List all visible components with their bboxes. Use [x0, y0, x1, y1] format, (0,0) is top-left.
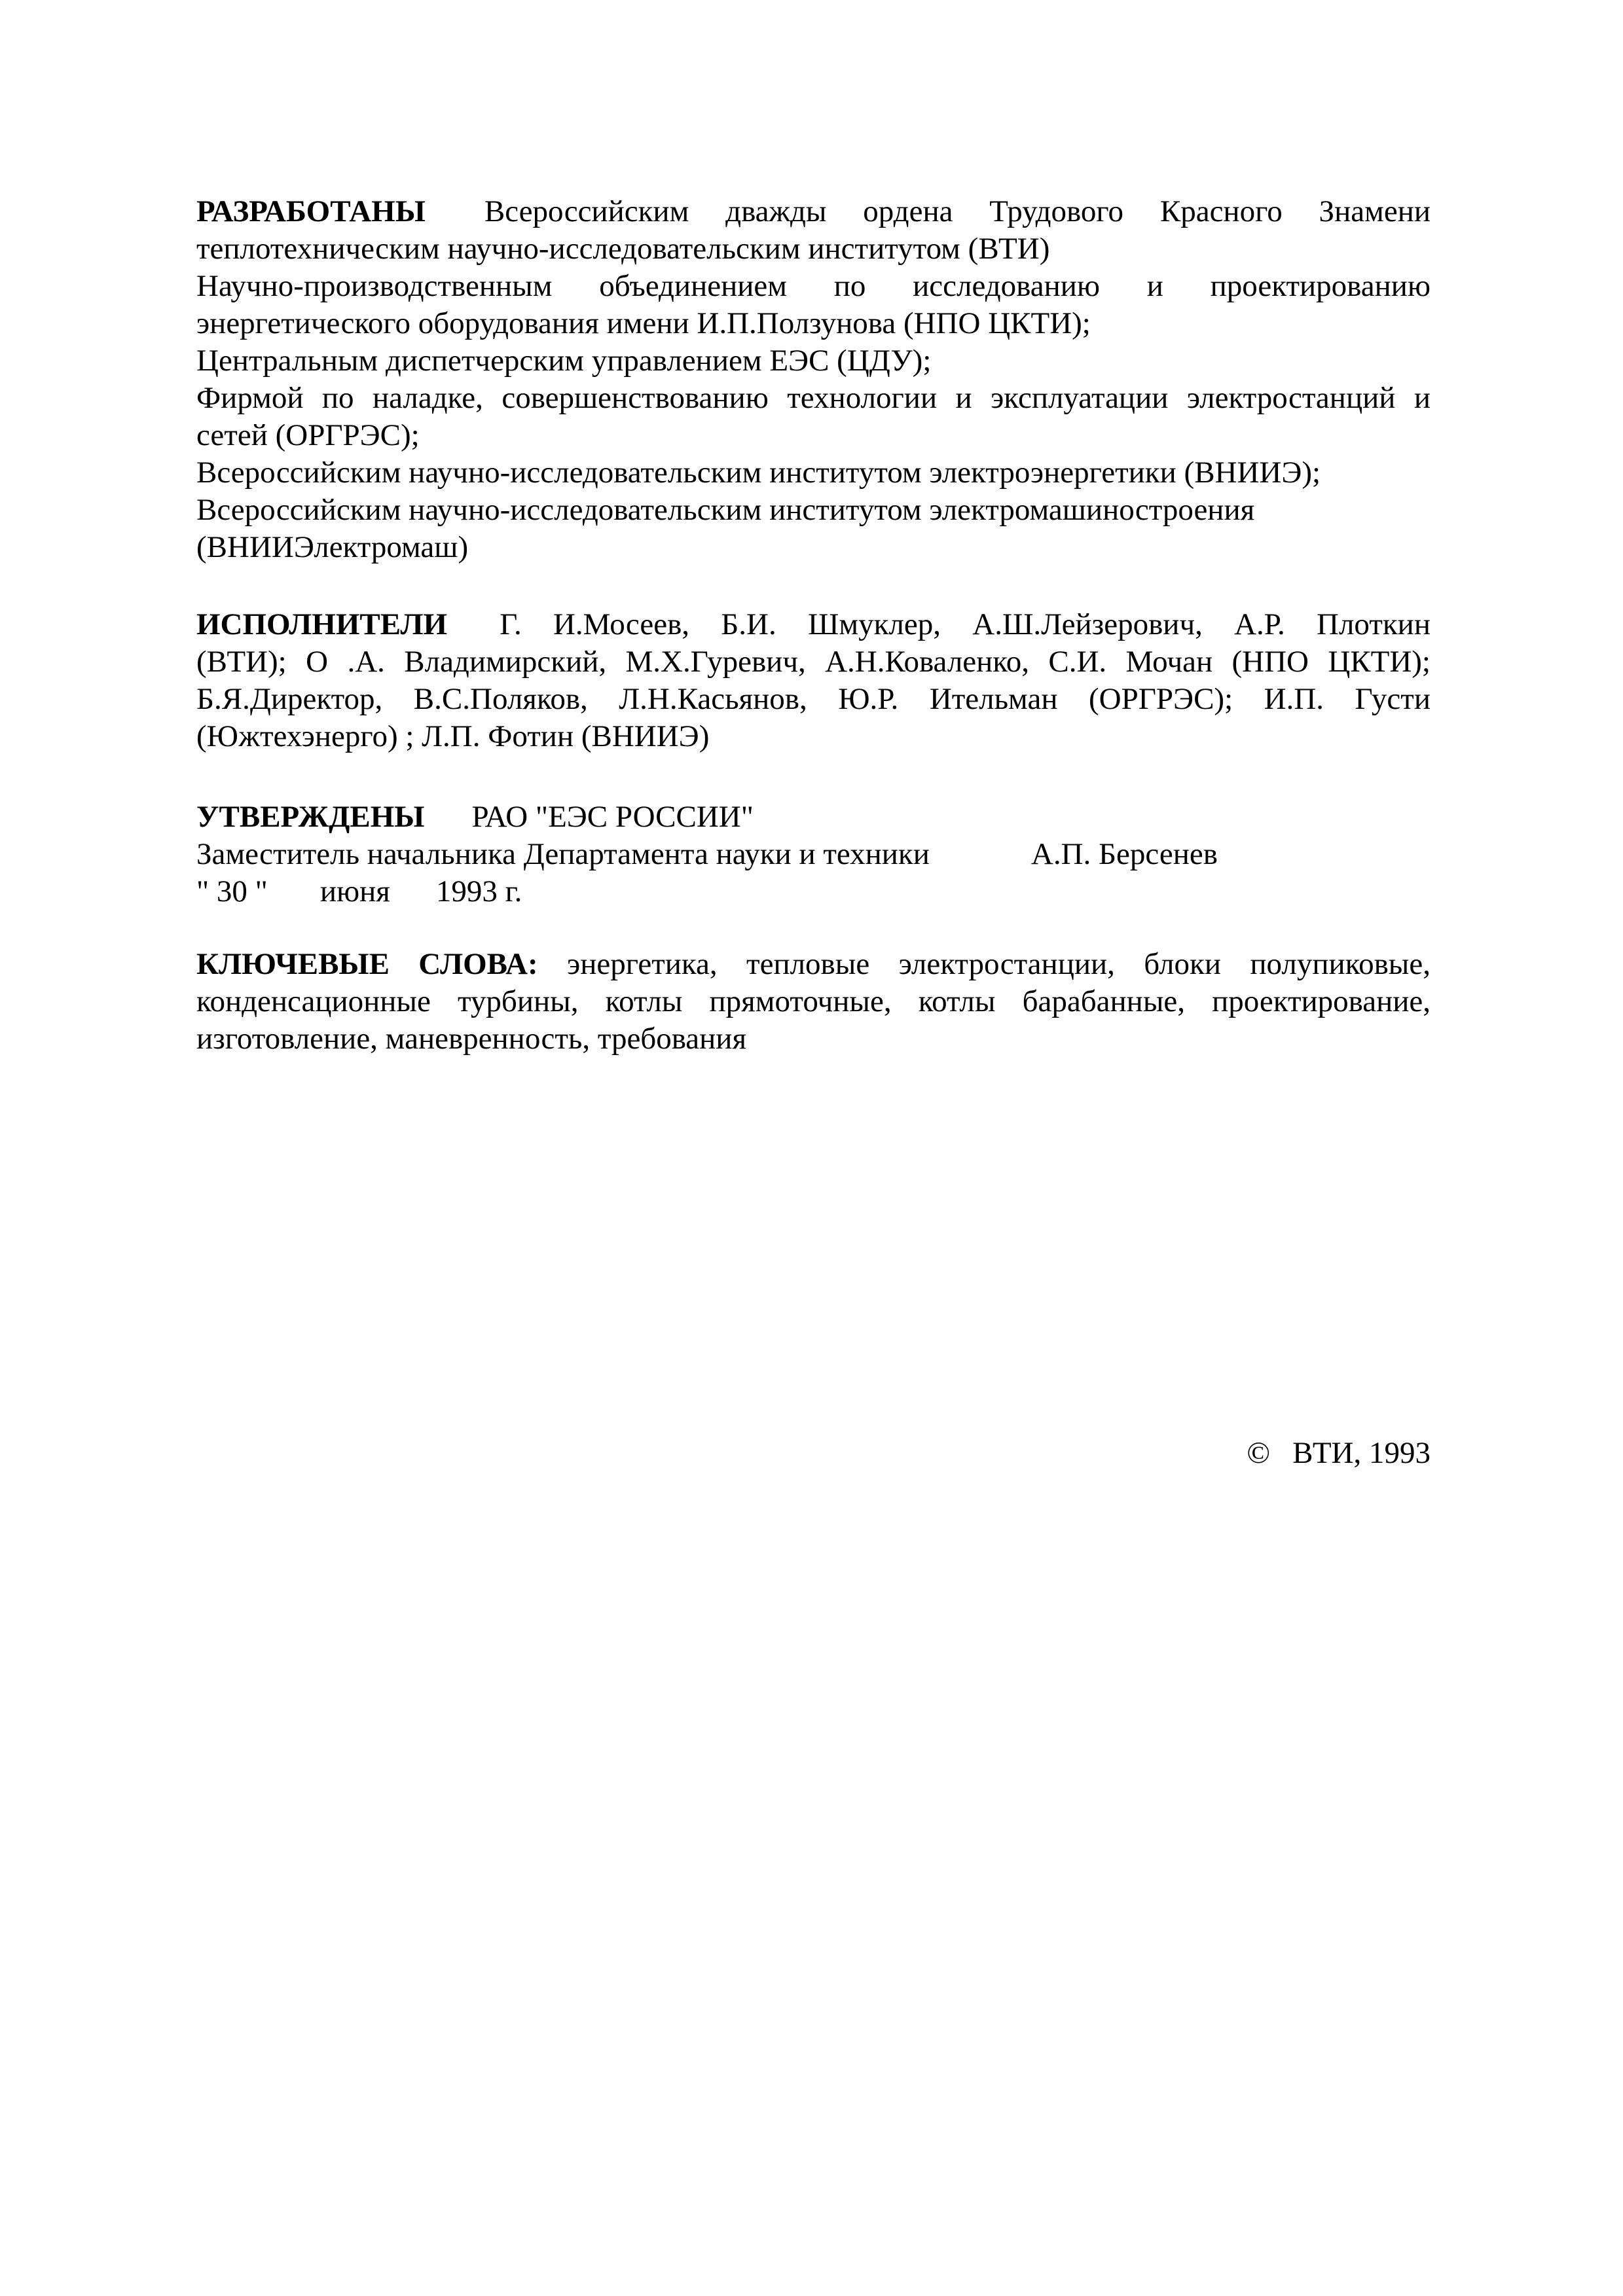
keywords-line-1	[196, 946, 1431, 983]
developed-line-2: теплотехническим научно-исследовательским институтом (ВТИ)	[196, 232, 1050, 266]
developed-line-10: (ВНИИЭлектромаш)	[196, 530, 469, 564]
approved-signatory: А.П. Берсенев	[1030, 837, 1218, 871]
copyright-icon: ©	[1247, 1436, 1271, 1470]
performers-heading: ИСПОЛНИТЕЛИ	[196, 607, 448, 641]
approved-date-day: " 30 "	[196, 874, 268, 908]
performers-text-1: Г. И.Мосеев, Б.И. Шмуклер, А.Ш.Лейзерович, А.Р. Плоткин	[500, 607, 1431, 641]
performers-line-1	[196, 606, 1431, 643]
keywords-section	[196, 946, 1431, 1058]
developed-section	[196, 193, 1431, 566]
approved-line-1	[196, 798, 1431, 836]
approved-date-month: июня	[319, 874, 390, 908]
developed-line-5: Центральным диспетчерским управлением ЕЭС (ЦДУ);	[196, 344, 932, 378]
copyright-line	[1234, 1435, 1431, 1472]
copyright-text: ВТИ, 1993	[1292, 1436, 1431, 1470]
approved-section	[196, 798, 1431, 910]
keywords-heading: КЛЮЧЕВЫЕ СЛОВА:	[196, 947, 538, 981]
keywords-text-1: энергетика, тепловые электростанции, блоки полупиковые,	[567, 947, 1431, 981]
approved-heading: УТВЕРЖДЕНЫ	[196, 800, 425, 834]
approved-line-2	[196, 836, 1431, 873]
approved-org: РАО "ЕЭС РОССИИ"	[471, 800, 754, 834]
keywords-line-3: изготовление, маневренность, требования	[196, 1022, 747, 1056]
developed-line-9: Всероссийским научно-исследовательским институтом электромашиностроения	[196, 493, 1255, 527]
developed-line-4: энергетического оборудования имени И.П.Ползунова (НПО ЦКТИ);	[196, 306, 1091, 340]
performers-line-3: Б.Я.Директор, В.С.Поляков, Л.Н.Касьянов, Ю.Р. Ительман (ОРГРЭС); И.П. Густи	[196, 682, 1431, 716]
developed-line-1	[196, 193, 1431, 230]
developed-line-3: Научно-производственным объединением по исследованию и проектированию	[196, 269, 1431, 303]
performers-line-4: (Южтехэнерго) ; Л.П. Фотин (ВНИИЭ)	[196, 719, 710, 753]
keywords-line-2: конденсационные турбины, котлы прямоточные, котлы барабанные, проектирование,	[196, 984, 1431, 1018]
approved-position: Заместитель начальника Департамента науки и техники	[196, 837, 930, 871]
performers-line-2: (ВТИ); О .А. Владимирский, М.Х.Гуревич, А.Н.Коваленко, С.И. Мочан (НПО ЦКТИ);	[196, 645, 1431, 679]
approved-date-year: 1993 г.	[435, 874, 522, 908]
developed-heading: РАЗРАБОТАНЫ	[196, 194, 426, 228]
developed-line-8: Всероссийским научно-исследовательским институтом электроэнергетики (ВНИИЭ);	[196, 456, 1321, 490]
developed-text-1: Всероссийским дважды ордена Трудового Красного Знамени	[484, 194, 1431, 228]
developed-line-6: Фирмой по наладке, совершенствованию технологии и эксплуатации электростанций и	[196, 381, 1431, 415]
performers-section	[196, 606, 1431, 755]
approved-date-line	[196, 873, 1431, 910]
developed-line-7: сетей (ОРГРЭС);	[196, 418, 420, 452]
